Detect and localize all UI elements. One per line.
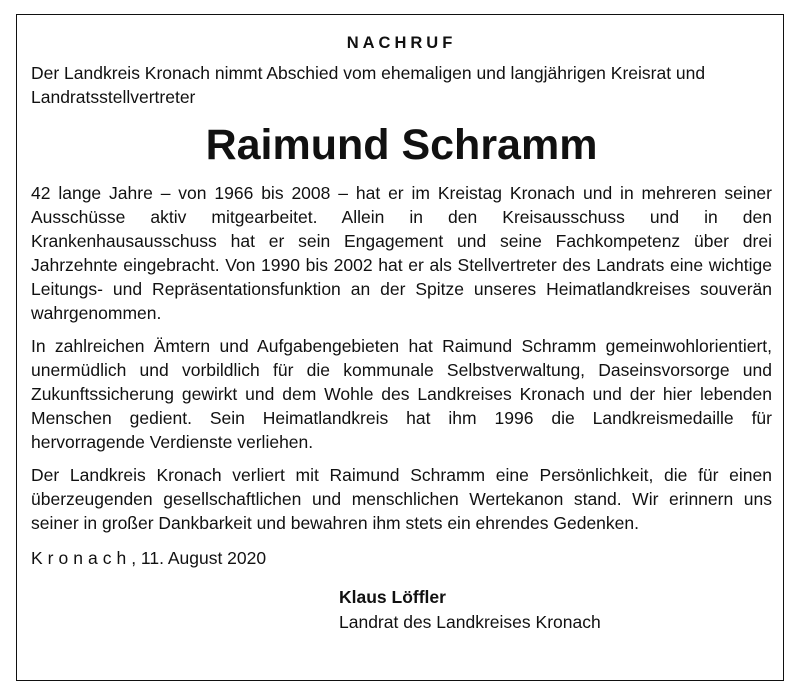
paragraph-farewell: Der Landkreis Kronach verliert mit Raimund Schramm eine Persönlichkeit, die für einen überzeugenden gesellschaftlichen und menschlichen Wertekanon stand. Wir erinnern uns seiner in großer Dankbarkeit und bewahren ihm stets ein ehrendes Gedenken. [31,465,772,533]
deceased-name: Raimund Schramm [205,121,598,169]
place-text: Kronach [31,548,132,568]
notice-heading: NACHRUF [346,34,457,52]
signature-block [339,585,772,635]
date-text: , 11. August 2020 [131,548,267,568]
paragraph-merits: In zahlreichen Ämtern und Aufgabengebieten hat Raimund Schramm gemeinwohlorientiert, unermüdlich und vorbildlich für die kommunale Selbstverwaltung, Daseinsvorsorge und Zukunftssicherung gewirkt und dem Wohle des Landkreises Kronach und der hier lebenden Menschen gedient. Sein Heimatlandkreis hat ihm 1996 die Landkreismedaille für hervorragende Verdienste verliehen. [31,336,772,452]
paragraph-career: 42 lange Jahre – von 1966 bis 2008 – hat er im Kreistag Kronach und in mehreren seiner Ausschüsse aktiv mitgearbeitet. Allein in den Kreisausschuss und in den Krankenhausausschuss hat er sein Engagement und seine Fachkompetenz über drei Jahrzehnte eingebracht. Von 1990 bis 2002 hat er als Stellvertreter des Landrats eine wichtige Leitungs- und Repräsentationsfunktion an der Spitze unseres Heimatlandkreises souverän wahrgenommen. [31,183,772,323]
notice-content [31,31,772,635]
notice-intro: Der Landkreis Kronach nimmt Abschied vom ehemaligen und langjährigen Kreisrat und Landratsstellvertreter [31,63,706,107]
signer-title: Landrat des Landkreises Kronach [339,612,601,632]
place-date-line [31,546,772,570]
signer-name: Klaus Löffler [339,587,446,607]
obituary-notice [16,14,784,681]
